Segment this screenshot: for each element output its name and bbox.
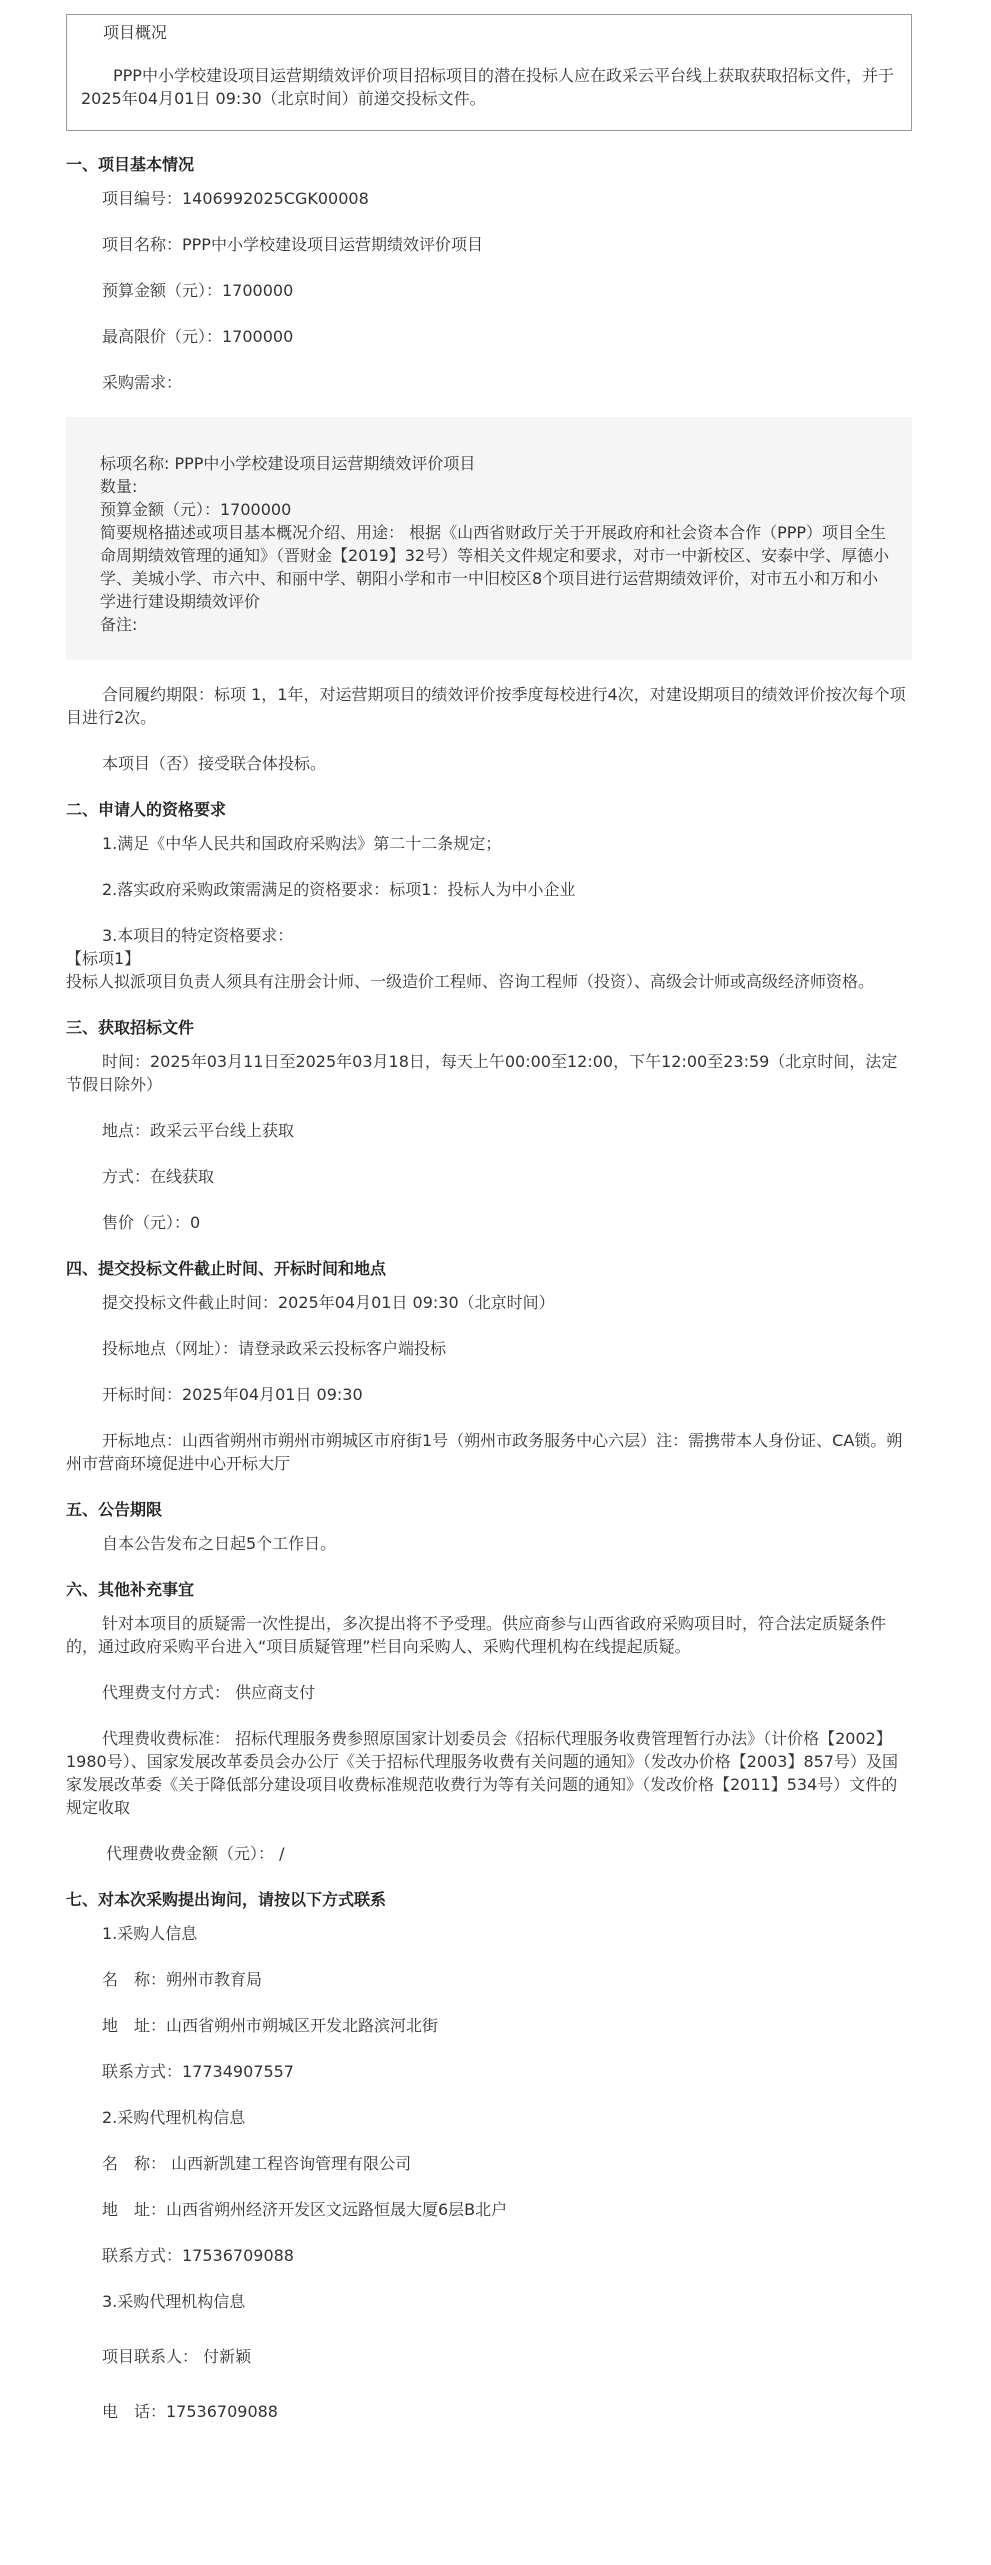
agent-name: 名 称： 山西新凯建工程咨询管理有限公司 [102,2154,412,2173]
project-number: 项目编号：1406992025CGK00008 [102,189,369,208]
section4-title: 四、提交投标文件截止时间、开标时间和地点 [66,1259,387,1278]
buyer-info-heading: 1.采购人信息 [102,1924,198,1943]
section7-title: 七、对本次采购提出询问，请按以下方式联系 [66,1890,387,1909]
qualification-item-1: 1.满足《中华人民共和国政府采购法》第二十二条规定； [102,834,502,853]
opening-site: 开标地点：山西省朔州市朔州市朔城区市府街1号（朔州市政务服务中心六层）注：需携带本人身份证、CA锁。朔州市营商环境促进中心开标大厅 [66,1431,903,1473]
submission-deadline: 提交投标文件截止时间：2025年04月01日 09:30（北京时间） [102,1293,555,1312]
agency-fee-payment: 代理费支付方式： 供应商支付 [102,1683,316,1702]
section2-title: 二、申请人的资格要求 [66,800,227,819]
opening-time: 开标时间：2025年04月01日 09:30 [102,1385,363,1404]
agent-info-heading: 2.采购代理机构信息 [102,2108,246,2127]
demand-description: 简要规格描述或项目基本概况介绍、用途： 根据《山西省财政厅关于开展政府和社会资本合作（PPP）项目全生命周期绩效管理的通知》（晋财金【2019】32号）等相关文件规定和要求，对市一中新校区、安泰中学、厚德小学、美城小学、市六中、和丽中学、朝阳小学和市一中旧校区8个项目进行运营期绩效评价，对市五小和万和小学进行建设期绩效评价 [100,523,890,611]
obtain-place: 地点：政采云平台线上获取 [102,1121,295,1140]
project-contact-phone: 电 话：17536709088 [102,2402,278,2421]
demand-budget: 预算金额（元）：1700000 [100,500,292,519]
qualification-item-3: 3.本项目的特定资格要求： [102,926,294,945]
joint-bid: 本项目（否）接受联合体投标。 [102,754,327,773]
agent-info-heading-2: 3.采购代理机构信息 [102,2292,246,2311]
qualification-item-3-block [66,924,912,993]
section3-title: 三、获取招标文件 [66,1018,195,1037]
max-price: 最高限价（元）：1700000 [102,327,294,346]
obtain-time: 时间：2025年03月11日至2025年03月18日，每天上午00:00至12:00，下午12:00至23:59（北京时间，法定节假日除外） [66,1052,898,1094]
supplementary-text: 针对本项目的质疑需一次性提出，多次提出将不予受理。供应商参与山西省政府采购项目时，符合法定质疑条件的，通过政府采购平台进入“项目质疑管理”栏目向采购人、采购代理机构在线提起质疑。 [66,1614,887,1656]
buyer-address: 地 址：山西省朔州市朔城区开发北路滨河北街 [102,2016,439,2035]
announcement-content [66,14,912,2446]
agency-fee-amount: 代理费收费金额（元）： / [106,1844,285,1863]
budget-amount: 预算金额（元）：1700000 [102,281,294,300]
agent-address: 地 址：山西省朔州经济开发区文远路恒晟大厦6层B北户 [102,2200,508,2219]
agent-contact: 联系方式：17536709088 [102,2246,294,2265]
project-name: 项目名称：PPP中小学校建设项目运营期绩效评价项目 [102,235,483,254]
demand-quantity: 数量: [100,477,138,496]
demand-label: 采购需求： [102,373,183,392]
document-price: 售价（元）：0 [102,1213,201,1232]
section5-title: 五、公告期限 [66,1500,163,1519]
project-overview-box [66,14,912,131]
obtain-method: 方式：在线获取 [102,1167,215,1186]
section6-title: 六、其他补充事宜 [66,1580,195,1599]
overview-text: PPP中小学校建设项目运营期绩效评价项目招标项目的潜在投标人应在政采云平台线上获取获取招标文件，并于2025年04月01日 09:30（北京时间）前递交投标文件。 [81,66,894,108]
project-contact-person: 项目联系人： 付新颖 [102,2347,252,2366]
demand-remark: 备注: [100,615,138,634]
notice-period: 自本公告发布之日起5个工作日。 [102,1534,337,1553]
overview-title: 项目概况 [103,23,168,42]
bid-site: 投标地点（网址）：请登录政采云投标客户端投标 [102,1339,447,1358]
demand-lot-name: 标项名称: PPP中小学校建设项目运营期绩效评价项目 [100,454,476,473]
qualification-item-2: 2.落实政府采购政策需满足的资格要求：标项1：投标人为中小企业 [102,880,576,899]
contract-period: 合同履约期限：标项 1，1年，对运营期项目的绩效评价按季度每校进行4次，对建设期项目的绩效评价按次每个项目进行2次。 [66,685,906,727]
demand-box [66,417,912,660]
buyer-contact: 联系方式：17734907557 [102,2062,294,2081]
agency-fee-standard: 代理费收费标准： 招标代理服务费参照原国家计划委员会《招标代理服务收费管理暂行办法》（计价格【2002】1980号）、国家发展改革委员会办公厅《关于招标代理服务收费有关问题的通知》（发改办价格【2003】857号）及国家发展改革委《关于降低部分建设项目收费标准规范收费行为等有关问题的通知》（发改价格【2011】534号）文件的规定收取 [66,1729,898,1817]
buyer-name: 名 称：朔州市教育局 [102,1970,263,1989]
section1-title: 一、项目基本情况 [66,155,195,174]
lot-qualification-text: 投标人拟派项目负责人须具有注册会计师、一级造价工程师、咨询工程师（投资）、高级会计师或高级经济师资格。 [66,972,875,991]
lot-tag: 【标项1】 [66,949,141,968]
